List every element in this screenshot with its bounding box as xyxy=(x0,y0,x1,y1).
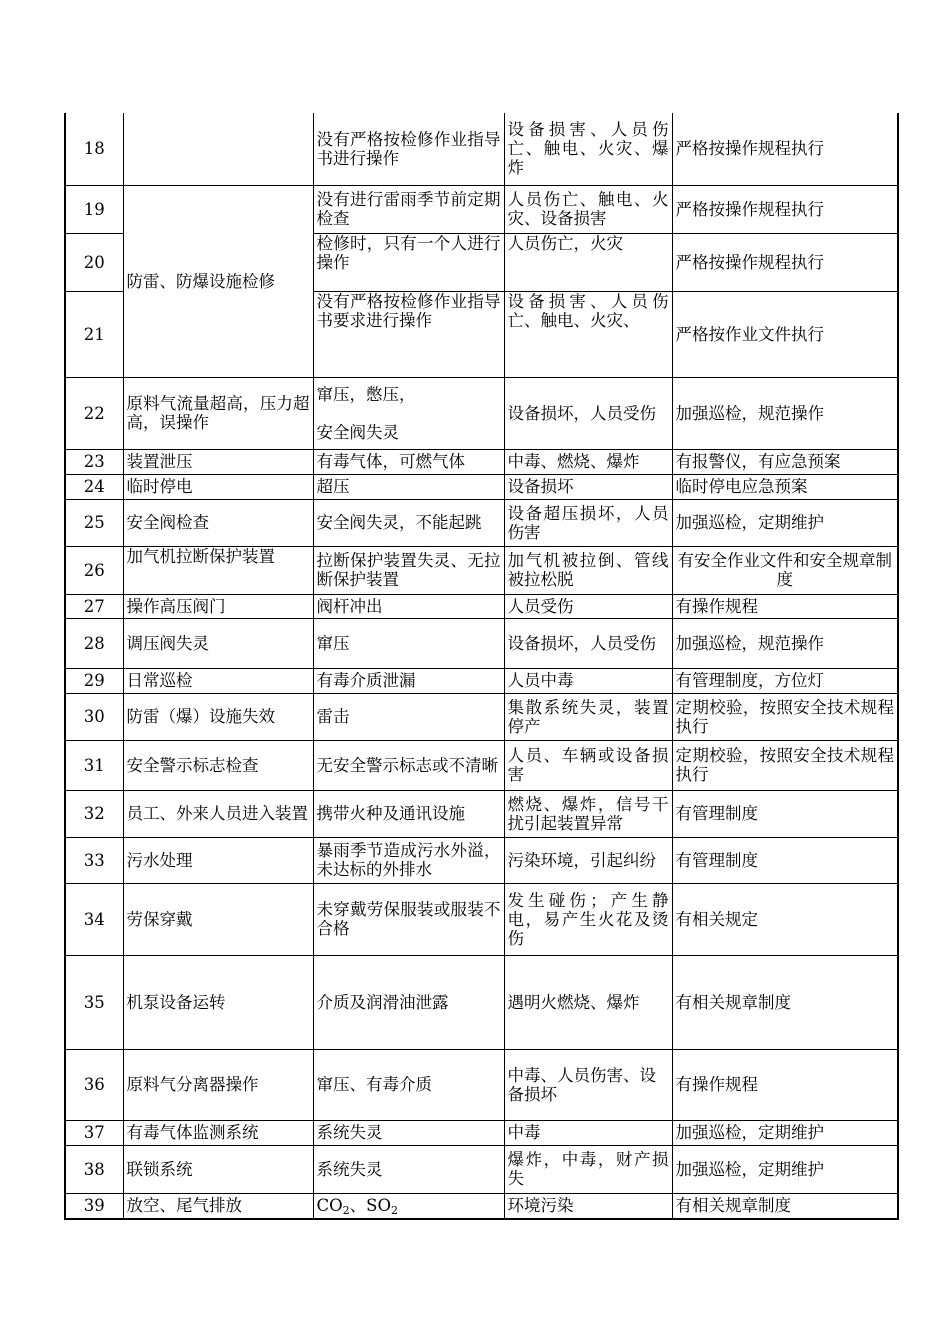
row-number: 31 xyxy=(65,740,123,790)
row-number: 34 xyxy=(65,883,123,955)
measure-cell: 严格按操作规程执行 xyxy=(672,113,898,185)
consequence-cell: 设备超压损坏，人员伤害 xyxy=(504,499,672,546)
hazard-item-cell: 放空、尾气排放 xyxy=(123,1193,313,1219)
table-row xyxy=(65,499,898,546)
measure-cell: 加强巡检，定期维护 xyxy=(672,1145,898,1193)
cause-cell: 未穿戴劳保服装或服装不合格 xyxy=(313,883,504,955)
row-number: 28 xyxy=(65,618,123,668)
cause-cell: 窜压 xyxy=(313,618,504,668)
table-row xyxy=(65,955,898,1049)
cause-line-2: 安全阀失灵 xyxy=(316,422,399,442)
measure-cell: 定期校验，按照安全技术规程执行 xyxy=(672,740,898,790)
subscript-2: 2 xyxy=(391,1204,398,1218)
table-row xyxy=(65,1049,898,1120)
measure-cell: 有安全作业文件和安全规章制度 xyxy=(672,546,898,594)
consequence-cell: 中毒、人员伤害、设备损坏 xyxy=(504,1049,672,1120)
consequence-cell: 加气机被拉倒、管线被拉松脱 xyxy=(504,546,672,594)
hazard-item-cell: 有毒气体监测系统 xyxy=(123,1120,313,1145)
table-row xyxy=(65,740,898,790)
cause-cell: 超压 xyxy=(313,474,504,499)
measure-cell: 有管理制度 xyxy=(672,790,898,837)
consequence-cell: 人员伤亡，火灾 xyxy=(504,233,672,291)
table-row xyxy=(65,790,898,837)
hazard-item-cell xyxy=(123,113,313,185)
measure-cell: 加强巡检，定期维护 xyxy=(672,499,898,546)
hazard-item-cell: 装置泄压 xyxy=(123,449,313,474)
table-row xyxy=(65,618,898,668)
row-number: 21 xyxy=(65,291,123,377)
row-number: 19 xyxy=(65,185,123,233)
hazard-item-cell: 日常巡检 xyxy=(123,668,313,693)
row-number: 26 xyxy=(65,546,123,594)
cause-cell: 暴雨季节造成污水外溢，未达标的外排水 xyxy=(313,837,504,883)
cause-cell: 有毒介质泄漏 xyxy=(313,668,504,693)
cause-line-1: 窜压，憋压， xyxy=(316,384,416,404)
consequence-cell: 人员伤亡、触电、火灾、设备损害 xyxy=(504,185,672,233)
table-row xyxy=(65,1193,898,1219)
row-number: 23 xyxy=(65,449,123,474)
measure-cell: 有管理制度 xyxy=(672,837,898,883)
cause-cell xyxy=(313,377,504,449)
consequence-cell: 人员受伤 xyxy=(504,594,672,618)
hazard-item-cell: 联锁系统 xyxy=(123,1145,313,1193)
table-row xyxy=(65,1145,898,1193)
consequence-cell: 环境污染 xyxy=(504,1193,672,1219)
hazard-item-cell: 劳保穿戴 xyxy=(123,883,313,955)
hazard-item-cell: 安全阀检查 xyxy=(123,499,313,546)
consequence-cell: 设备损害、人员伤亡、触电、火灾、 xyxy=(504,291,672,377)
row-number: 29 xyxy=(65,668,123,693)
consequence-cell: 人员、车辆或设备损害 xyxy=(504,740,672,790)
table-row xyxy=(65,693,898,740)
measure-cell: 有报警仪，有应急预案 xyxy=(672,449,898,474)
row-number: 20 xyxy=(65,233,123,291)
row-number: 38 xyxy=(65,1145,123,1193)
measure-cell: 严格按作业文件执行 xyxy=(672,291,898,377)
consequence-cell: 设备损坏 xyxy=(504,474,672,499)
cause-cell: 阀杆冲出 xyxy=(313,594,504,618)
measure-cell: 严格按操作规程执行 xyxy=(672,185,898,233)
hazard-item-cell: 操作高压阀门 xyxy=(123,594,313,618)
cause-cell xyxy=(313,1193,504,1219)
cause-cell: 系统失灵 xyxy=(313,1120,504,1145)
hazard-item-cell: 员工、外来人员进入装置 xyxy=(123,790,313,837)
row-number: 37 xyxy=(65,1120,123,1145)
consequence-cell: 中毒、燃烧、爆炸 xyxy=(504,449,672,474)
measure-cell: 严格按操作规程执行 xyxy=(672,233,898,291)
row-number: 27 xyxy=(65,594,123,618)
row-number: 25 xyxy=(65,499,123,546)
hazard-item-cell: 调压阀失灵 xyxy=(123,618,313,668)
table-row xyxy=(65,449,898,474)
measure-cell: 加强巡检，规范操作 xyxy=(672,377,898,449)
table-row xyxy=(65,837,898,883)
cause-cell: 介质及润滑油泄露 xyxy=(313,955,504,1049)
measure-cell: 加强巡检，规范操作 xyxy=(672,618,898,668)
table-row xyxy=(65,668,898,693)
risk-table-sheet xyxy=(64,113,897,1220)
hazard-item-cell: 加气机拉断保护装置 xyxy=(123,546,313,594)
table-row xyxy=(65,546,898,594)
row-number: 22 xyxy=(65,377,123,449)
table-row xyxy=(65,474,898,499)
measure-cell: 有相关规定 xyxy=(672,883,898,955)
hazard-item-cell: 安全警示标志检查 xyxy=(123,740,313,790)
row-number: 18 xyxy=(65,113,123,185)
hazard-item-cell: 原料气流量超高，压力超高，误操作 xyxy=(123,377,313,449)
measure-cell: 临时停电应急预案 xyxy=(672,474,898,499)
risk-table xyxy=(64,113,899,1220)
consequence-cell: 设备损坏，人员受伤 xyxy=(504,618,672,668)
cause-cell: 拉断保护装置失灵、无拉断保护装置 xyxy=(313,546,504,594)
consequence-cell: 污染环境，引起纠纷 xyxy=(504,837,672,883)
measure-cell: 加强巡检，定期维护 xyxy=(672,1120,898,1145)
table-row xyxy=(65,185,898,233)
formula-co: CO xyxy=(316,1196,343,1216)
measure-cell: 有相关规章制度 xyxy=(672,955,898,1049)
consequence-cell: 遇明火燃烧、爆炸 xyxy=(504,955,672,1049)
cause-cell: 无安全警示标志或不清晰 xyxy=(313,740,504,790)
hazard-item-cell: 防雷（爆）设施失效 xyxy=(123,693,313,740)
cause-cell: 没有严格按检修作业指导书进行操作 xyxy=(313,113,504,185)
consequence-cell: 爆炸，中毒，财产损失 xyxy=(504,1145,672,1193)
consequence-cell: 中毒 xyxy=(504,1120,672,1145)
table-row xyxy=(65,113,898,185)
cause-cell: 系统失灵 xyxy=(313,1145,504,1193)
consequence-cell: 燃烧、爆炸，信号干扰引起装置异常 xyxy=(504,790,672,837)
cause-cell: 有毒气体，可燃气体 xyxy=(313,449,504,474)
consequence-cell: 集散系统失灵，装置停产 xyxy=(504,693,672,740)
table-row xyxy=(65,1120,898,1145)
subscript-2: 2 xyxy=(342,1204,350,1218)
hazard-item-cell: 临时停电 xyxy=(123,474,313,499)
row-number: 39 xyxy=(65,1193,123,1219)
cause-cell: 携带火种及通讯设施 xyxy=(313,790,504,837)
hazard-item-cell: 机泵设备运转 xyxy=(123,955,313,1049)
measure-cell: 定期校验，按照安全技术规程执行 xyxy=(672,693,898,740)
cause-cell: 没有进行雷雨季节前定期检查 xyxy=(313,185,504,233)
measure-cell: 有操作规程 xyxy=(672,594,898,618)
measure-cell: 有操作规程 xyxy=(672,1049,898,1120)
cause-cell: 安全阀失灵，不能起跳 xyxy=(313,499,504,546)
hazard-item-cell: 污水处理 xyxy=(123,837,313,883)
row-number: 33 xyxy=(65,837,123,883)
row-number: 32 xyxy=(65,790,123,837)
row-number: 30 xyxy=(65,693,123,740)
consequence-cell: 设备损坏，人员受伤 xyxy=(504,377,672,449)
consequence-cell: 发生碰伤；产生静电，易产生火花及烫伤 xyxy=(504,883,672,955)
consequence-cell: 人员中毒 xyxy=(504,668,672,693)
measure-cell: 有管理制度，方位灯 xyxy=(672,668,898,693)
consequence-cell: 设备损害、人员伤亡、触电、火灾、爆炸 xyxy=(504,113,672,185)
formula-separator-so: 、SO xyxy=(349,1196,391,1216)
cause-cell: 没有严格按检修作业指导书要求进行操作 xyxy=(313,291,504,377)
hazard-item-cell: 防雷、防爆设施检修 xyxy=(123,185,313,377)
cause-cell: 雷击 xyxy=(313,693,504,740)
row-number: 24 xyxy=(65,474,123,499)
cause-cell: 检修时，只有一个人进行操作 xyxy=(313,233,504,291)
cause-cell: 窜压、有毒介质 xyxy=(313,1049,504,1120)
row-number: 35 xyxy=(65,955,123,1049)
table-row xyxy=(65,377,898,449)
row-number: 36 xyxy=(65,1049,123,1120)
table-row xyxy=(65,883,898,955)
hazard-item-cell: 原料气分离器操作 xyxy=(123,1049,313,1120)
measure-cell: 有相关规章制度 xyxy=(672,1193,898,1219)
table-row xyxy=(65,594,898,618)
